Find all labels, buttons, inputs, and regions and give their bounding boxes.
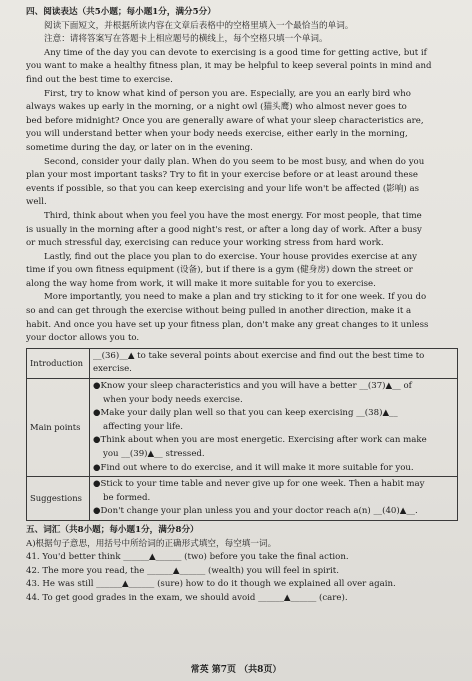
passage-line: First, try to know what kind of person you are. Especially, are you an early bird who [44,88,411,99]
main-point-line: you __(39)▲__ stressed. [103,449,205,459]
main-points-content [90,379,458,477]
question-44: 44. To get good grades in the exam, we should avoid ______▲______ (care). [26,592,348,603]
suggestion-line: ●Don't change your plan unless you and your doctor reach a(n) __(40)▲__. [93,506,418,517]
main-point-line: ●Know your sleep characteristics and you will have a better __(37)▲__ of [93,381,412,392]
passage-line: time if you own fitness equipment (设备), but if there is a gym (健身房) down the street or [26,265,413,276]
introduction-line-2: exercise. [93,364,132,375]
passage-line: always wakes up early in the morning, or a night owl (猫头鹰) who almost never goes to [26,102,407,113]
introduction-label: Introduction [27,348,90,378]
passage-line: so and can get through the exercise without being pulled in another direction, make it a [26,306,412,317]
section5-instruction: A)根据句子意思，用括号中所给词的正确形式填空，每空填一词。 [26,538,277,549]
section4-title: 四、阅读表达（共5小题；每小题1分，满分5分） [26,7,216,17]
main-point-line: ●Think about when you are most energetic. Exercising after work can make [93,435,427,446]
passage-line: is usually in the morning after a good night's rest, or after a long day of work. After a busy [26,224,422,235]
passage-line: find out the best time to exercise. [26,74,173,85]
question-41: 41. You'd better think ______▲______ (two) before you take the final action. [26,552,349,563]
passage-line: your doctor allows you to. [26,333,140,344]
blank-36-line: __(36)__▲ to take several points about exercise and find out the best time to [93,350,425,361]
passage-line: you want to make a healthy fitness plan, it may be helpful to keep several points in mind and [26,61,432,72]
passage-line: Any time of the day you can devote to exercising is a good time for getting active, but if [44,47,427,58]
reading-passage [26,47,456,346]
question-42: 42. The more you read, the ______▲______ (wealth) you will feel in spirit. [26,565,339,576]
main-points-label: Main points [27,379,90,477]
passage-line: Third, think about when you feel you have the most energy. For most people, that time [44,210,422,221]
passage-line: or much stressful day, exercising can reduce your working stress from hard work. [26,238,384,249]
main-point-line: affecting your life. [103,421,183,432]
section5-title: 五、词汇（共8小题；每小题1分，满分8分） [26,524,199,535]
table-row-main-points [27,379,458,477]
main-point-line: when your body needs exercise. [103,394,243,405]
page-footer: 常英 第7页 （共8页） [190,665,282,675]
suggestion-line: be formed. [103,492,151,503]
suggestions-label: Suggestions [27,477,90,521]
passage-line: you will understand better when your body needs exercise, either early in the morning, [26,129,408,140]
main-point-line: ●Make your daily plan well so that you can keep exercising __(38)▲__ [93,408,398,419]
passage-line: Second, consider your daily plan. When do you seem to be most busy, and when do you [44,156,425,167]
main-point-line: ●Find out where to do exercise, and it will make it more suitable for you. [93,462,414,473]
passage-line: Lastly, find out the place you plan to do exercise. Your house provides exercise at any [44,251,417,262]
introduction-content [90,348,458,378]
passage-line: well. [26,197,47,208]
passage-line: along the way home from work, it will make it more suitable for you to exercise. [26,278,376,289]
passage-line: habit. And once you have set up your fitness plan, don't make any great changes to it unless [26,319,429,330]
suggestions-content [90,477,458,521]
section4-instruction-1: 阅读下面短文，并根据所读内容在文章后表格中的空格里填入一个最恰当的单词。 [44,20,354,31]
question-43: 43. He was still ______▲______ (sure) how to do it though we explained all over again. [26,579,396,590]
table-row-introduction [27,348,458,378]
suggestion-line: ●Stick to your time table and never give up for one week. Then a habit may [93,479,425,490]
passage-line: events if possible, so that you can keep exercising and your life won't be affected (影响) as [26,183,419,194]
section4-instruction-2: 注意：请将答案写在答题卡上相应题号的横线上，每个空格只填一个单词。 [44,34,328,45]
passage-line: sometime during the day, or later on in the evening. [26,142,253,153]
passage-line: plan your most important tasks? Try to fit in your exercise before or at least around these [26,170,418,181]
summary-table [26,348,458,521]
passage-line: More importantly, you need to make a plan and try sticking to it for one week. If you do [44,292,427,303]
table-row-suggestions [27,477,458,521]
passage-line: bed before midnight? Once you are generally aware of what your sleep characteristics are, [26,115,424,126]
